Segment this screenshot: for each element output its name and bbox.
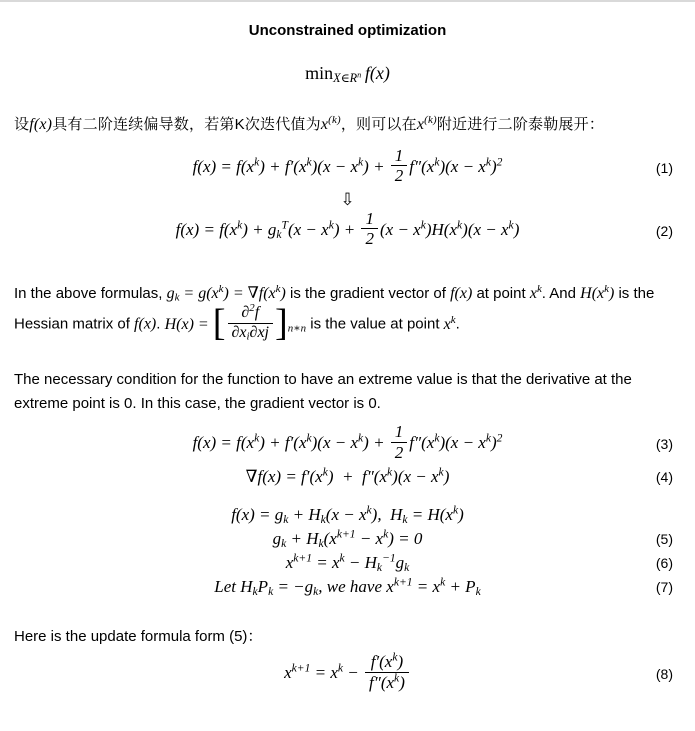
paragraph-taylor-cn: 设f(x)具有二阶连续偏导数，若第K次迭代值为$x^{(k)}$，则可以在$x^{(k)}$附近进行二阶泰勒展开： bbox=[14, 114, 605, 133]
equation-8-number: (8) bbox=[655, 666, 673, 683]
equation-3-math: $f(x) = f(x^k) + f'(x^k)(x - x^k)$ + $\frac{1}{2}$ $f''(x^k)(x - x^k)^2$ bbox=[192, 422, 503, 462]
equation-5 bbox=[0, 529, 695, 549]
equation-2 bbox=[0, 208, 695, 251]
paragraph-update-formula: Here is the update formula form (5)： bbox=[14, 628, 263, 646]
equation-3-number: (3) bbox=[655, 436, 673, 453]
equation-6 bbox=[0, 553, 695, 573]
equation-8 bbox=[0, 650, 695, 694]
objective-formula bbox=[0, 63, 695, 84]
implies-down-arrow-icon: ⇩ bbox=[340, 189, 355, 209]
equation-6-number: (6) bbox=[655, 555, 673, 572]
equation-gradient-form bbox=[0, 505, 695, 525]
equation-4-math: $\nabla f(x) = f'(x^k)$ + $f''(x^k)(x - x^k)$ bbox=[245, 465, 450, 487]
equation-4-number: (4) bbox=[655, 469, 673, 486]
equation-2-math: $f(x) = f(x^k) + g_k^T(x - x^k)$ + $\frac{1}{2}$ $(x - x^k)H(x^k)(x - x^k)$ bbox=[175, 208, 520, 249]
equation-8-math: $x^{k+1} = x^k$ − $\frac{f'(x^k)}{f''(x^k)}$ bbox=[284, 663, 411, 682]
paragraph-gradient-hessian: In the above formulas, $g_k = g(x^k) = \nabla f(x^k)$ is the gradient vector of f(x) at point $x^k$. And $H(x^k)$ is the Hessian matrix of f(x). H(x) = [ $\frac{\partial^2f}{\partial x_i\partial xj}$ ]$_{n∗n}$ is the value at point $x^k$. bbox=[14, 282, 655, 344]
equation-5-number: (5) bbox=[655, 531, 673, 548]
equation-2-number: (2) bbox=[655, 222, 673, 239]
equation-1 bbox=[0, 145, 695, 188]
equation-5-math: $g_k + H_k(x^{k+1} - x^k) = 0$ bbox=[272, 527, 423, 551]
equation-1-math: $f(x) = f(x^k) + f'(x^k)(x - x^k)$ + $\frac{1}{2}$ $f''(x^k)(x - x^k)^2$ bbox=[192, 145, 503, 186]
paragraph-necessary-condition: The necessary condition for the function to have an extreme value is that the derivative at the extreme point is 0. In this case, the gradient vector is 0. bbox=[14, 371, 632, 413]
equation-3 bbox=[0, 424, 695, 464]
equation-4 bbox=[0, 467, 695, 487]
equation-7 bbox=[0, 577, 695, 597]
equation-7-number: (7) bbox=[655, 579, 673, 596]
equation-1-number: (1) bbox=[655, 159, 673, 176]
objective-formula-math: $\min_{X\in R^n} f(x)$ bbox=[305, 63, 390, 86]
equation-6-math: $x^{k+1} = x^k - H_k^{-1}g_k$ bbox=[285, 551, 410, 575]
page-title: Unconstrained optimization bbox=[248, 22, 447, 39]
equation-7-math: Let $H_kP_k = -g_k$, we have $x^{k+1} = x^k + P_k$ bbox=[214, 575, 481, 599]
equation-gradient-form-math: $f(x) = g_k + H_k(x - x^k)$, $H_k = H(x^k)$ bbox=[231, 503, 464, 527]
